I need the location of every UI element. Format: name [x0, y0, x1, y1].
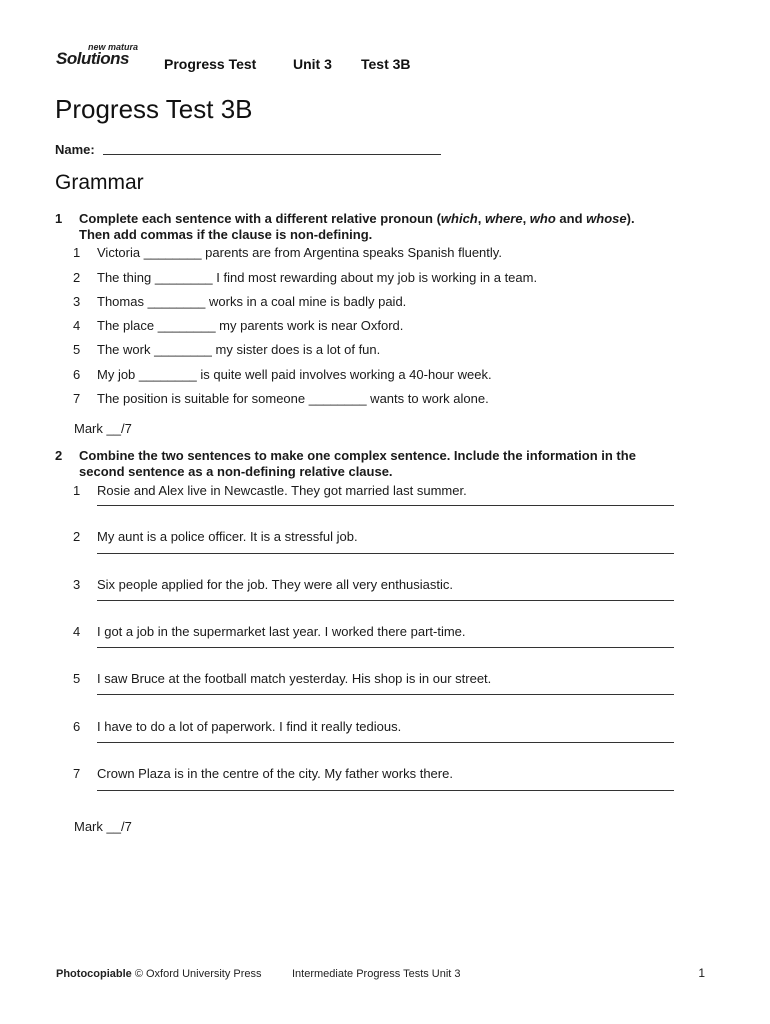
name-label: Name:	[55, 142, 95, 157]
page-title: Progress Test 3B	[55, 94, 253, 124]
separator: ,	[522, 211, 530, 226]
item-text[interactable]: Thomas ________ works in a coal mine is badly paid.	[97, 294, 407, 309]
question-1-item	[0, 294, 700, 314]
question-1-item	[0, 318, 700, 338]
answer-line[interactable]	[97, 742, 674, 743]
item-number: 3	[73, 577, 81, 592]
item-text[interactable]: The position is suitable for someone ________ wants to work alone.	[97, 391, 489, 406]
question-2-item	[0, 577, 700, 597]
question-1-mark: Mark __/7	[74, 421, 132, 436]
item-number: 5	[73, 671, 81, 686]
name-field[interactable]	[103, 154, 441, 155]
header-unit: Unit 3	[293, 56, 332, 72]
separator: ,	[477, 211, 485, 226]
question-1-item	[0, 367, 700, 387]
item-text: My aunt is a police officer. It is a stressful job.	[97, 529, 358, 544]
item-number: 6	[73, 367, 81, 382]
question-1-item	[0, 245, 700, 265]
item-text: I saw Bruce at the football match yesterday. His shop is in our street.	[97, 671, 492, 686]
item-number: 1	[73, 483, 81, 498]
question-2-item	[0, 671, 700, 691]
instruction-text: second sentence as a non-defining relative clause.	[79, 464, 393, 479]
question-2-item	[0, 624, 700, 644]
section-heading: Grammar	[55, 171, 144, 194]
question-1-item	[0, 342, 700, 362]
item-number: 2	[73, 270, 81, 285]
question-2-instructions	[79, 448, 699, 480]
pronoun-whose: whose	[586, 211, 627, 226]
footer-copyright	[56, 968, 262, 980]
item-text: Rosie and Alex live in Newcastle. They got married last summer.	[97, 483, 467, 498]
item-text: I have to do a lot of paperwork. I find it really tedious.	[97, 719, 402, 734]
item-number: 1	[73, 245, 81, 260]
answer-line[interactable]	[97, 694, 674, 695]
question-2-mark: Mark __/7	[74, 819, 132, 834]
item-number: 7	[73, 391, 81, 406]
question-2-item	[0, 719, 700, 739]
logo-title: Solutions	[56, 49, 129, 68]
item-number: 3	[73, 294, 81, 309]
item-text[interactable]: My job ________ is quite well paid involves working a 40-hour week.	[97, 367, 492, 382]
question-2-item	[0, 766, 700, 786]
question-1-number: 1	[55, 211, 63, 226]
logo-subtitle: new matura	[87, 42, 138, 52]
question-1-item	[0, 270, 700, 290]
item-text[interactable]: The work ________ my sister does is a lot of fun.	[97, 342, 381, 357]
answer-line[interactable]	[97, 790, 674, 791]
question-1-instructions	[79, 211, 699, 243]
answer-line[interactable]	[97, 553, 674, 554]
header-progress-test: Progress Test	[164, 56, 257, 72]
photocopiable-label: Photocopiable	[56, 968, 132, 980]
answer-line[interactable]	[97, 647, 674, 648]
question-2-item	[0, 529, 700, 549]
separator: and	[555, 211, 587, 226]
item-text[interactable]: The thing ________ I find most rewarding about my job is working in a team.	[97, 270, 538, 285]
question-1-item	[0, 391, 700, 411]
item-text[interactable]: The place ________ my parents work is near Oxford.	[97, 318, 404, 333]
pronoun-which: which	[440, 211, 478, 226]
item-text: Six people applied for the job. They were all very enthusiastic.	[97, 577, 454, 592]
item-text: I got a job in the supermarket last year. I worked there part-time.	[97, 624, 466, 639]
copyright-text: © Oxford University Press	[134, 968, 262, 980]
item-number: 2	[73, 529, 81, 544]
page-number: 1	[698, 966, 705, 980]
footer-series: Intermediate Progress Tests Unit 3	[292, 968, 461, 980]
instruction-text: Combine the two sentences to make one complex sentence. Include the information in the	[79, 448, 636, 463]
instruction-text: Complete each sentence with a different relative pronoun (	[79, 211, 441, 226]
answer-line[interactable]	[97, 600, 674, 601]
answer-line[interactable]	[97, 505, 674, 506]
item-text: Crown Plaza is in the centre of the city. My father works there.	[97, 766, 453, 781]
question-2-number: 2	[55, 448, 63, 463]
item-number: 4	[73, 624, 81, 639]
header-test: Test 3B	[361, 56, 411, 72]
solutions-logo	[56, 40, 146, 72]
instruction-text: Then add commas if the clause is non-defining.	[79, 227, 373, 242]
pronoun-where: where	[484, 211, 523, 226]
item-text[interactable]: Victoria ________ parents are from Argentina speaks Spanish fluently.	[97, 245, 502, 260]
question-2-item	[0, 483, 700, 503]
item-number: 4	[73, 318, 81, 333]
instruction-text: ).	[626, 211, 635, 226]
item-number: 7	[73, 766, 81, 781]
item-number: 5	[73, 342, 81, 357]
item-number: 6	[73, 719, 81, 734]
pronoun-who: who	[529, 211, 556, 226]
